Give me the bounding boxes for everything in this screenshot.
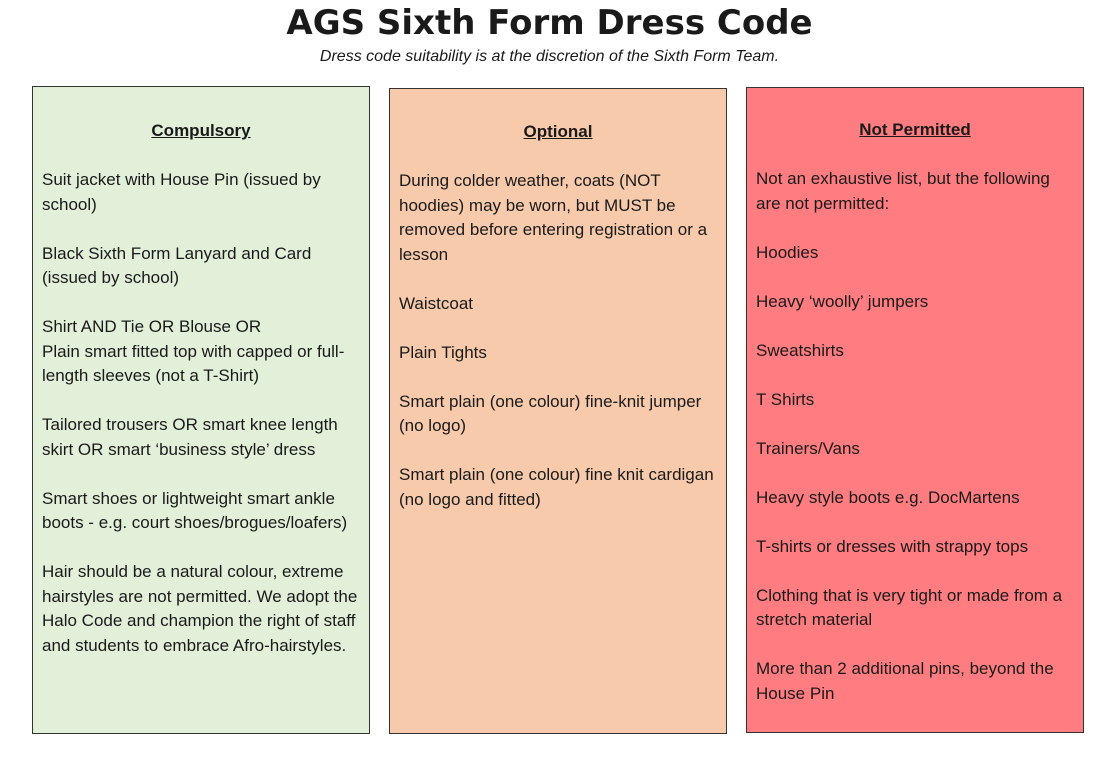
not-permitted-item: Trainers/Vans (756, 438, 860, 458)
not-permitted-item: Clothing that is very tight or made from a stretch material (756, 585, 1063, 629)
optional-column (389, 88, 727, 734)
not-permitted-item: T-shirts or dresses with strappy tops (756, 536, 1029, 556)
optional-item: Plain Tights (399, 342, 487, 362)
not-permitted-column (746, 87, 1084, 733)
optional-item: Waistcoat (399, 293, 474, 313)
not-permitted-item: Not an exhaustive list, but the following are not permitted: (756, 169, 1050, 213)
not-permitted-item: Hoodies (756, 242, 819, 262)
not-permitted-item: More than 2 additional pins, beyond the House Pin (756, 659, 1054, 703)
compulsory-item: Shirt AND Tie OR Blouse OR Plain smart fitted top with capped or full-length sleeves (not a T-Shirt) (42, 317, 345, 385)
not-permitted-item: Sweatshirts (756, 340, 844, 360)
not-permitted-item: Heavy ‘woolly’ jumpers (756, 291, 929, 311)
optional-item: Smart plain (one colour) fine-knit jumper (no logo) (399, 391, 702, 435)
compulsory-item: Smart shoes or lightweight smart ankle boots - e.g. court shoes/brogues/loafers) (42, 488, 348, 532)
compulsory-item: Suit jacket with House Pin (issued by school) (42, 170, 321, 214)
compulsory-item: Hair should be a natural colour, extreme hairstyles are not permitted. We adopt the Halo Code and champion the right of staff and students to embrace Afro-hairstyles. (42, 562, 358, 655)
page-subtitle: Dress code suitability is at the discretion of the Sixth Form Team. (319, 48, 780, 65)
not-permitted-item: T Shirts (756, 389, 815, 409)
not-permitted-item: Heavy style boots e.g. DocMartens (756, 487, 1020, 507)
optional-item: During colder weather, coats (NOT hoodies) may be worn, but MUST be removed before entering registration or a lesson (399, 171, 708, 264)
optional-item: Smart plain (one colour) fine knit cardigan (no logo and fitted) (399, 465, 714, 509)
compulsory-item: Tailored trousers OR smart knee length skirt OR smart ‘business style’ dress (42, 415, 338, 459)
not-permitted-heading: Not Permitted (859, 120, 971, 139)
optional-heading: Optional (523, 122, 593, 141)
compulsory-item: Black Sixth Form Lanyard and Card (issued by school) (42, 243, 312, 287)
page-title: AGS Sixth Form Dress Code (286, 3, 813, 43)
compulsory-column (32, 86, 370, 734)
compulsory-heading: Compulsory (151, 121, 251, 140)
